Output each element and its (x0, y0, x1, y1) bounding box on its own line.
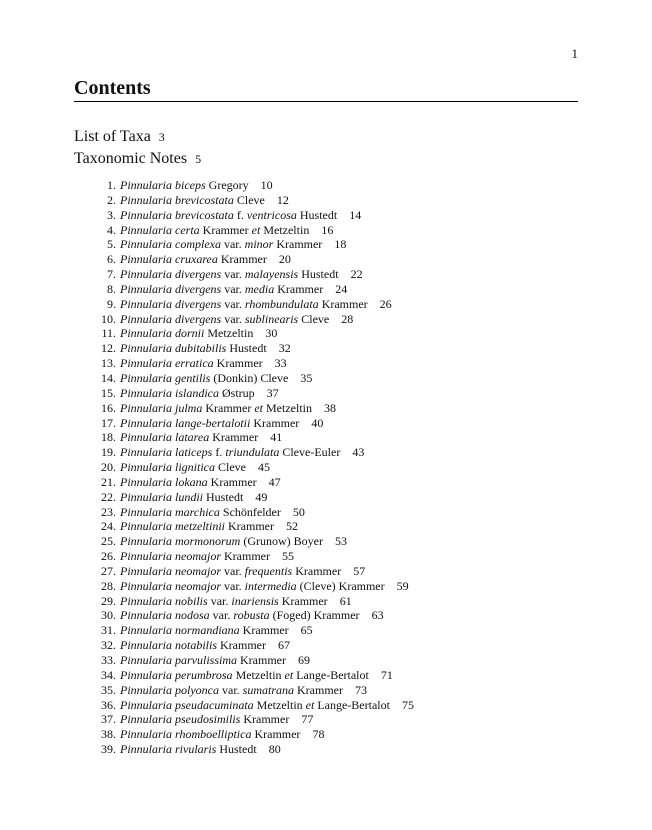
taxon-name-italic: Pinnularia divergens (120, 281, 222, 296)
entry-taxon (120, 505, 281, 519)
taxon-text: (Donkin) Cleve (210, 370, 289, 385)
taxon-name-italic: Pinnularia parvulissima (120, 653, 238, 667)
taxon-name-italic: Pinnularia islandica (120, 385, 219, 400)
entry-page: 30 (265, 326, 278, 341)
entry-page: 65 (300, 623, 313, 638)
taxon-name-italic: Pinnularia complexa (120, 237, 221, 252)
entry-taxon (120, 475, 257, 489)
taxon-text: Krammer (225, 519, 274, 534)
entry-number: 5. (107, 237, 116, 252)
taxon-name-italic: Pinnularia neomajor (120, 549, 221, 564)
entry-page: 28 (341, 311, 354, 326)
entry-number: 11. (101, 326, 116, 341)
taxon-name-italic: media (244, 281, 275, 296)
taxon-name-italic: Pinnularia erratica (120, 356, 214, 371)
entry-number: 18. (101, 430, 116, 445)
entry-taxon (120, 549, 270, 563)
taxon-name-italic: Pinnularia brevicostata (120, 192, 234, 207)
entry-number: 37. (101, 712, 116, 727)
toc-section-label: Taxonomic Notes (74, 150, 188, 167)
taxon-text: Krammer (217, 638, 266, 653)
entry-taxon (120, 193, 265, 207)
entry-number: 9. (107, 296, 116, 311)
taxon-name-italic: minor (244, 237, 274, 252)
taxon-text: var. (221, 267, 245, 282)
toc-entry[interactable] (90, 208, 414, 223)
taxon-text: var. (221, 563, 245, 578)
taxon-text: (Cleve) Krammer (296, 578, 385, 593)
toc-entry[interactable] (90, 401, 414, 416)
entry-number: 29. (101, 593, 116, 608)
entry-number: 1. (107, 178, 116, 192)
entry-page: 52 (285, 519, 298, 534)
taxon-text: Krammer (292, 563, 342, 578)
entry-number: 36. (101, 697, 116, 712)
taxon-text: Cleve (298, 311, 330, 326)
toc-entry[interactable] (90, 252, 414, 267)
taxon-text: Hustedt (226, 341, 267, 356)
taxon-text: var. (221, 281, 245, 296)
entry-taxon (120, 430, 258, 444)
taxon-name-italic: Pinnularia marchica (120, 504, 220, 519)
page-title: Contents (74, 77, 151, 99)
entry-taxon (120, 519, 274, 533)
taxon-name-italic: sublinearis (244, 311, 299, 326)
entry-page: 77 (301, 712, 314, 727)
taxon-text: Krammer (251, 727, 301, 742)
taxon-name-italic: ventricosa (246, 207, 297, 222)
taxon-name-italic: et (251, 222, 261, 237)
toc-entry[interactable] (90, 683, 414, 698)
taxon-name-italic: et (254, 400, 263, 415)
toc-entry[interactable] (90, 653, 414, 668)
entry-taxon (120, 712, 289, 726)
entry-page: 55 (281, 549, 294, 564)
toc-entry[interactable] (90, 742, 414, 757)
taxon-text: Metzeltin (253, 697, 306, 712)
taxon-name-italic: Pinnularia divergens (120, 311, 222, 326)
taxon-text: Krammer (250, 415, 300, 430)
taxon-name-italic: Pinnularia biceps (120, 178, 206, 192)
entry-taxon (120, 223, 309, 237)
entry-number: 8. (107, 281, 116, 296)
taxon-text: Krammer (221, 549, 270, 564)
entry-number: 38. (101, 727, 116, 742)
taxon-name-italic: Pinnularia cruxarea (120, 252, 218, 267)
entry-number: 22. (101, 489, 116, 504)
entry-number: 2. (107, 192, 116, 207)
entry-taxon (120, 460, 246, 474)
toc-entry[interactable] (90, 608, 414, 623)
entry-number: 15. (101, 385, 116, 400)
entry-number: 27. (101, 563, 116, 578)
entry-taxon (120, 683, 343, 697)
entry-taxon (120, 727, 300, 741)
taxon-text: Lange-Bertalot (293, 667, 369, 682)
taxon-text: Krammer (239, 623, 289, 638)
entry-number: 17. (101, 415, 116, 430)
taxon-name-italic: Pinnularia normandiana (120, 623, 240, 638)
entry-taxon (120, 594, 328, 608)
taxon-text: (Grunow) Boyer (240, 534, 323, 549)
entry-number: 33. (101, 653, 116, 667)
taxon-name-italic: Pinnularia neomajor (120, 563, 221, 578)
taxon-name-italic: malayensis (244, 267, 299, 282)
taxon-name-italic: Pinnularia lange-bertalotii (120, 415, 251, 430)
taxon-name-italic: Pinnularia gentilis (120, 370, 211, 385)
taxon-text: Krammer (273, 237, 323, 252)
taxon-name-italic: Pinnularia laticeps (120, 445, 213, 460)
toc-entry[interactable] (90, 698, 414, 713)
entry-taxon (120, 178, 249, 192)
entry-taxon (120, 312, 329, 326)
entry-page: 38 (323, 400, 336, 415)
toc-entry[interactable] (90, 386, 414, 401)
taxon-text: Krammer (274, 281, 324, 296)
entry-number: 21. (101, 474, 116, 489)
entry-number: 6. (107, 252, 116, 267)
toc-entry[interactable] (90, 549, 414, 564)
entry-taxon (120, 416, 299, 430)
taxon-text: Krammer (213, 356, 263, 371)
toc-entry[interactable] (90, 371, 414, 386)
taxon-text: Krammer (207, 474, 257, 489)
entry-number: 10. (101, 311, 116, 326)
taxon-text: var. (209, 608, 234, 623)
taxon-text: Schönfelder (219, 504, 281, 519)
toc-entry[interactable] (90, 712, 414, 727)
taxon-name-italic: Pinnularia brevicostata (120, 207, 234, 222)
taxon-text: var. (221, 578, 245, 593)
entry-number: 24. (101, 519, 116, 534)
entry-page: 47 (268, 474, 281, 489)
toc-entry[interactable] (90, 475, 414, 490)
entry-taxon (120, 698, 390, 712)
taxon-text: Metzeltin (232, 667, 285, 682)
entry-taxon (120, 237, 322, 251)
taxon-name-italic: Pinnularia latarea (120, 430, 210, 445)
taxon-name-italic: inariensis (231, 593, 279, 608)
toc-entry[interactable] (90, 430, 414, 445)
taxon-text: f. (212, 445, 226, 460)
toc-entry[interactable] (90, 282, 414, 297)
entry-page: 35 (300, 370, 313, 385)
taxon-name-italic: Pinnularia metzeltinii (120, 519, 225, 534)
entry-taxon (120, 371, 288, 385)
taxon-text: Cleve-Euler (279, 445, 341, 460)
entry-page: 40 (311, 415, 324, 430)
toc-entry[interactable] (90, 638, 414, 653)
toc-entry[interactable] (90, 564, 414, 579)
entry-page: 61 (339, 593, 352, 608)
entry-page: 24 (335, 281, 348, 296)
entry-taxon (120, 282, 323, 296)
taxon-name-italic: robusta (233, 608, 270, 623)
taxon-text: Metzeltin (263, 400, 312, 415)
entry-taxon (120, 742, 257, 756)
taxon-name-italic: intermedia (244, 578, 297, 593)
toc-entry[interactable] (90, 223, 414, 238)
taxon-text: Krammer (209, 430, 259, 445)
taxon-text: Østrup (219, 385, 255, 400)
toc-entry[interactable] (90, 193, 414, 208)
toc-entry[interactable] (90, 727, 414, 742)
toc-entry[interactable] (90, 460, 414, 475)
toc-entry[interactable] (90, 267, 414, 282)
taxon-text: var. (220, 237, 245, 252)
toc-entry[interactable] (90, 490, 414, 505)
entry-page: 20 (278, 252, 291, 267)
taxon-name-italic: Pinnularia julma (120, 400, 203, 415)
toc-section-page: 5 (195, 152, 202, 166)
taxon-name-italic: Pinnularia mormonorum (120, 534, 241, 549)
toc-entry[interactable] (90, 505, 414, 520)
toc-entry[interactable] (90, 312, 414, 327)
entry-page: 78 (312, 727, 325, 742)
taxon-name-italic: Pinnularia pseudacuminata (120, 697, 254, 712)
entry-page: 12 (276, 192, 289, 207)
taxon-text: Metzeltin (204, 326, 254, 341)
entry-number: 28. (101, 578, 116, 593)
entry-page: 37 (266, 385, 279, 400)
entry-number: 35. (101, 682, 116, 697)
entry-number: 30. (101, 608, 116, 623)
entry-taxon (120, 623, 289, 637)
taxon-name-italic: Pinnularia certa (120, 222, 200, 237)
entry-page: 45 (258, 460, 270, 475)
taxon-text: Hustedt (298, 267, 339, 282)
taxon-name-italic: rhombundulata (244, 296, 319, 311)
entry-page: 80 (268, 742, 281, 757)
taxon-text: Hustedt (296, 207, 338, 222)
taxon-name-italic: Pinnularia nodosa (120, 608, 210, 623)
entry-taxon (120, 401, 312, 415)
entry-page: 43 (352, 445, 365, 460)
taxon-text: Krammer (318, 296, 368, 311)
entry-page: 69 (298, 653, 310, 667)
entry-taxon (120, 445, 340, 459)
taxon-name-italic: Pinnularia dornii (120, 326, 205, 341)
taxon-text: var. (219, 682, 243, 697)
entry-page: 49 (255, 489, 268, 504)
toc-entry[interactable] (90, 237, 414, 252)
taxon-name-italic: Pinnularia dubitabilis (120, 341, 227, 356)
entry-number: 31. (101, 623, 116, 638)
taxon-text: (Foged) Krammer (269, 608, 360, 623)
taxon-text: Krammer (278, 593, 328, 608)
taxon-text: Krammer (217, 252, 267, 267)
entry-page: 16 (321, 222, 334, 237)
toc-section-label: List of Taxa (74, 128, 151, 145)
entry-number: 25. (101, 534, 116, 549)
taxon-text: Krammer (237, 653, 286, 667)
toc-entry[interactable] (90, 416, 414, 431)
entry-number: 32. (101, 638, 116, 653)
toc-entry[interactable] (90, 594, 414, 609)
entry-taxon (120, 386, 255, 400)
taxon-text: Hustedt (216, 742, 257, 757)
taxon-text: Krammer (294, 682, 343, 697)
toc-entry[interactable] (90, 445, 414, 460)
taxon-text: Metzeltin (260, 222, 310, 237)
entry-number: 14. (101, 370, 116, 385)
toc-entry[interactable] (90, 519, 414, 534)
entry-number: 34. (101, 667, 116, 682)
taxon-name-italic: sumatrana (242, 682, 295, 697)
toc-entry[interactable] (90, 178, 414, 193)
entry-page: 26 (379, 296, 392, 311)
toc-section-list-of-taxa[interactable] (74, 128, 165, 146)
entry-taxon (120, 267, 339, 281)
taxon-text: Cleve (233, 192, 265, 207)
entry-page: 41 (270, 430, 283, 445)
entry-number: 19. (101, 445, 116, 460)
taxon-name-italic: Pinnularia nobilis (120, 593, 208, 608)
taxon-name-italic: Pinnularia lokana (120, 474, 208, 489)
entry-taxon (120, 341, 267, 355)
toc-entry[interactable] (90, 579, 414, 594)
entry-taxon (120, 653, 286, 667)
entry-taxon (120, 252, 267, 266)
taxon-text: var. (207, 593, 232, 608)
taxon-name-italic: Pinnularia pseudosimilis (120, 712, 241, 727)
entry-number: 23. (101, 504, 116, 519)
entry-page: 53 (335, 534, 347, 549)
taxon-name-italic: Pinnularia polyonca (120, 682, 219, 697)
taxon-text: Hustedt (203, 489, 244, 504)
entry-number: 13. (101, 356, 116, 371)
taxon-name-italic: et (305, 697, 315, 712)
taxon-name-italic: Pinnularia neomajor (120, 578, 221, 593)
entry-taxon (120, 490, 243, 504)
toc-entry[interactable] (90, 534, 414, 549)
taxon-text: f. (233, 207, 247, 222)
taxon-name-italic: Pinnularia divergens (120, 296, 222, 311)
taxon-name-italic: Pinnularia lundii (120, 489, 204, 504)
toc-entry[interactable] (90, 668, 414, 683)
taxon-name-italic: Pinnularia perumbrosa (120, 667, 233, 682)
entry-taxon (120, 297, 368, 311)
taxon-text: Gregory (205, 178, 249, 192)
entry-taxon (120, 579, 385, 593)
taxon-text: Krammer (199, 222, 252, 237)
entry-taxon (120, 668, 369, 682)
entry-taxon (120, 326, 253, 340)
entry-taxon (120, 564, 341, 578)
taxon-name-italic: triundulata (225, 445, 280, 460)
taxa-entry-list (90, 178, 414, 757)
toc-entry[interactable] (90, 341, 414, 356)
entry-taxon (120, 356, 263, 370)
entry-number: 26. (101, 549, 116, 564)
taxon-text: var. (221, 311, 245, 326)
taxon-name-italic: Pinnularia notabilis (120, 638, 218, 653)
taxon-text: Cleve (215, 460, 246, 475)
taxon-name-italic: Pinnularia lignitica (120, 460, 215, 475)
toc-section-taxonomic-notes[interactable] (74, 150, 201, 168)
toc-entry[interactable] (90, 356, 414, 371)
toc-section-page: 3 (158, 130, 165, 144)
entry-page: 14 (349, 207, 362, 222)
entry-page: 18 (334, 237, 347, 252)
taxon-name-italic: frequentis (244, 563, 293, 578)
page-number: 1 (571, 46, 578, 61)
entry-number: 16. (101, 400, 116, 415)
title-rule (74, 101, 578, 102)
entry-number: 39. (101, 742, 116, 757)
entry-taxon (120, 638, 266, 652)
taxon-name-italic: Pinnularia divergens (120, 267, 222, 282)
entry-page: 75 (401, 697, 414, 712)
entry-number: 20. (101, 460, 116, 475)
entry-number: 7. (107, 267, 116, 282)
entry-taxon (120, 534, 323, 548)
entry-page: 71 (380, 667, 393, 682)
toc-entry[interactable] (90, 326, 414, 341)
entry-page: 59 (396, 578, 409, 593)
taxon-text: Krammer (202, 400, 255, 415)
taxon-text: Lange-Bertalot (314, 697, 390, 712)
entry-number: 4. (107, 222, 116, 237)
taxon-name-italic: Pinnularia rhomboelliptica (120, 727, 252, 742)
taxon-name-italic: et (284, 667, 294, 682)
entry-page: 50 (292, 504, 305, 519)
entry-taxon (120, 208, 337, 222)
entry-page: 73 (355, 682, 367, 697)
entry-page: 63 (371, 608, 384, 623)
taxon-text: var. (221, 296, 245, 311)
entry-number: 12. (101, 341, 116, 356)
taxon-name-italic: Pinnularia rivularis (120, 742, 217, 757)
entry-page: 32 (278, 341, 291, 356)
entry-page: 10 (260, 178, 273, 192)
entry-number: 3. (107, 207, 116, 222)
toc-entry[interactable] (90, 297, 414, 312)
entry-page: 57 (353, 563, 366, 578)
entry-page: 67 (278, 638, 290, 653)
toc-entry[interactable] (90, 623, 414, 638)
entry-page: 33 (274, 356, 287, 371)
taxon-text: Krammer (240, 712, 290, 727)
entry-taxon (120, 608, 360, 622)
entry-page: 22 (350, 267, 363, 282)
